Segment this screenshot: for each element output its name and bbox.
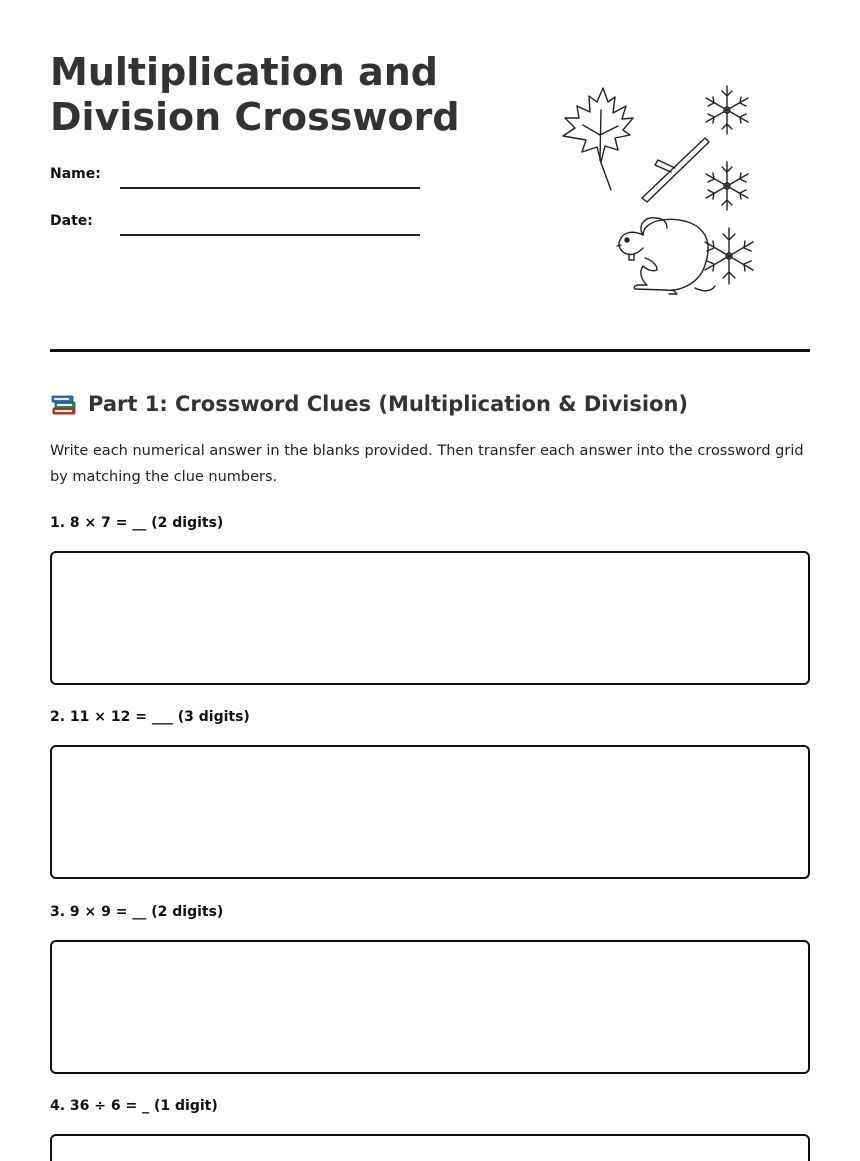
name-blank-line[interactable]: [120, 187, 420, 189]
worksheet-title: Multiplication and Division Crossword: [50, 50, 460, 139]
name-label: Name:: [50, 166, 101, 182]
date-blank-line[interactable]: [120, 234, 420, 236]
part1-title: Part 1: Crossword Clues (Multiplication & Division): [88, 392, 689, 416]
clue-2: [50, 707, 810, 879]
clue-label: 1. 8 × 7 = __ (2 digits): [50, 515, 224, 531]
maple-leaf-icon: [563, 88, 633, 190]
stick-icon: [642, 138, 709, 202]
part1-heading: [50, 384, 810, 424]
worksheet-header: [50, 0, 810, 352]
clue-3: [50, 902, 810, 1074]
date-label: Date:: [50, 213, 93, 229]
clue-4: [50, 1096, 810, 1161]
clue-1: [50, 513, 810, 685]
beaver-icon: [617, 218, 715, 294]
books-icon: [50, 390, 78, 418]
clue-label: 4. 36 ÷ 6 = _ (1 digit): [50, 1098, 218, 1114]
snowflake-icon: [705, 86, 753, 284]
part1-instructions: Write each numerical answer in the blanks provided. Then transfer each answer into the crossword grid by matching the clue numbers.: [50, 443, 804, 485]
date-field: [50, 207, 422, 237]
answer-box-1[interactable]: [50, 551, 810, 685]
section-divider: [50, 349, 810, 352]
answer-box-3[interactable]: [50, 940, 810, 1074]
answer-box-2[interactable]: [50, 745, 810, 879]
winter-clipart: [555, 80, 785, 300]
clue-label: 2. 11 × 12 = ___ (3 digits): [50, 709, 250, 725]
answer-box-4[interactable]: [50, 1134, 810, 1161]
name-field: [50, 160, 422, 190]
clue-label: 3. 9 × 9 = __ (2 digits): [50, 904, 224, 920]
part1-section: [50, 384, 810, 490]
